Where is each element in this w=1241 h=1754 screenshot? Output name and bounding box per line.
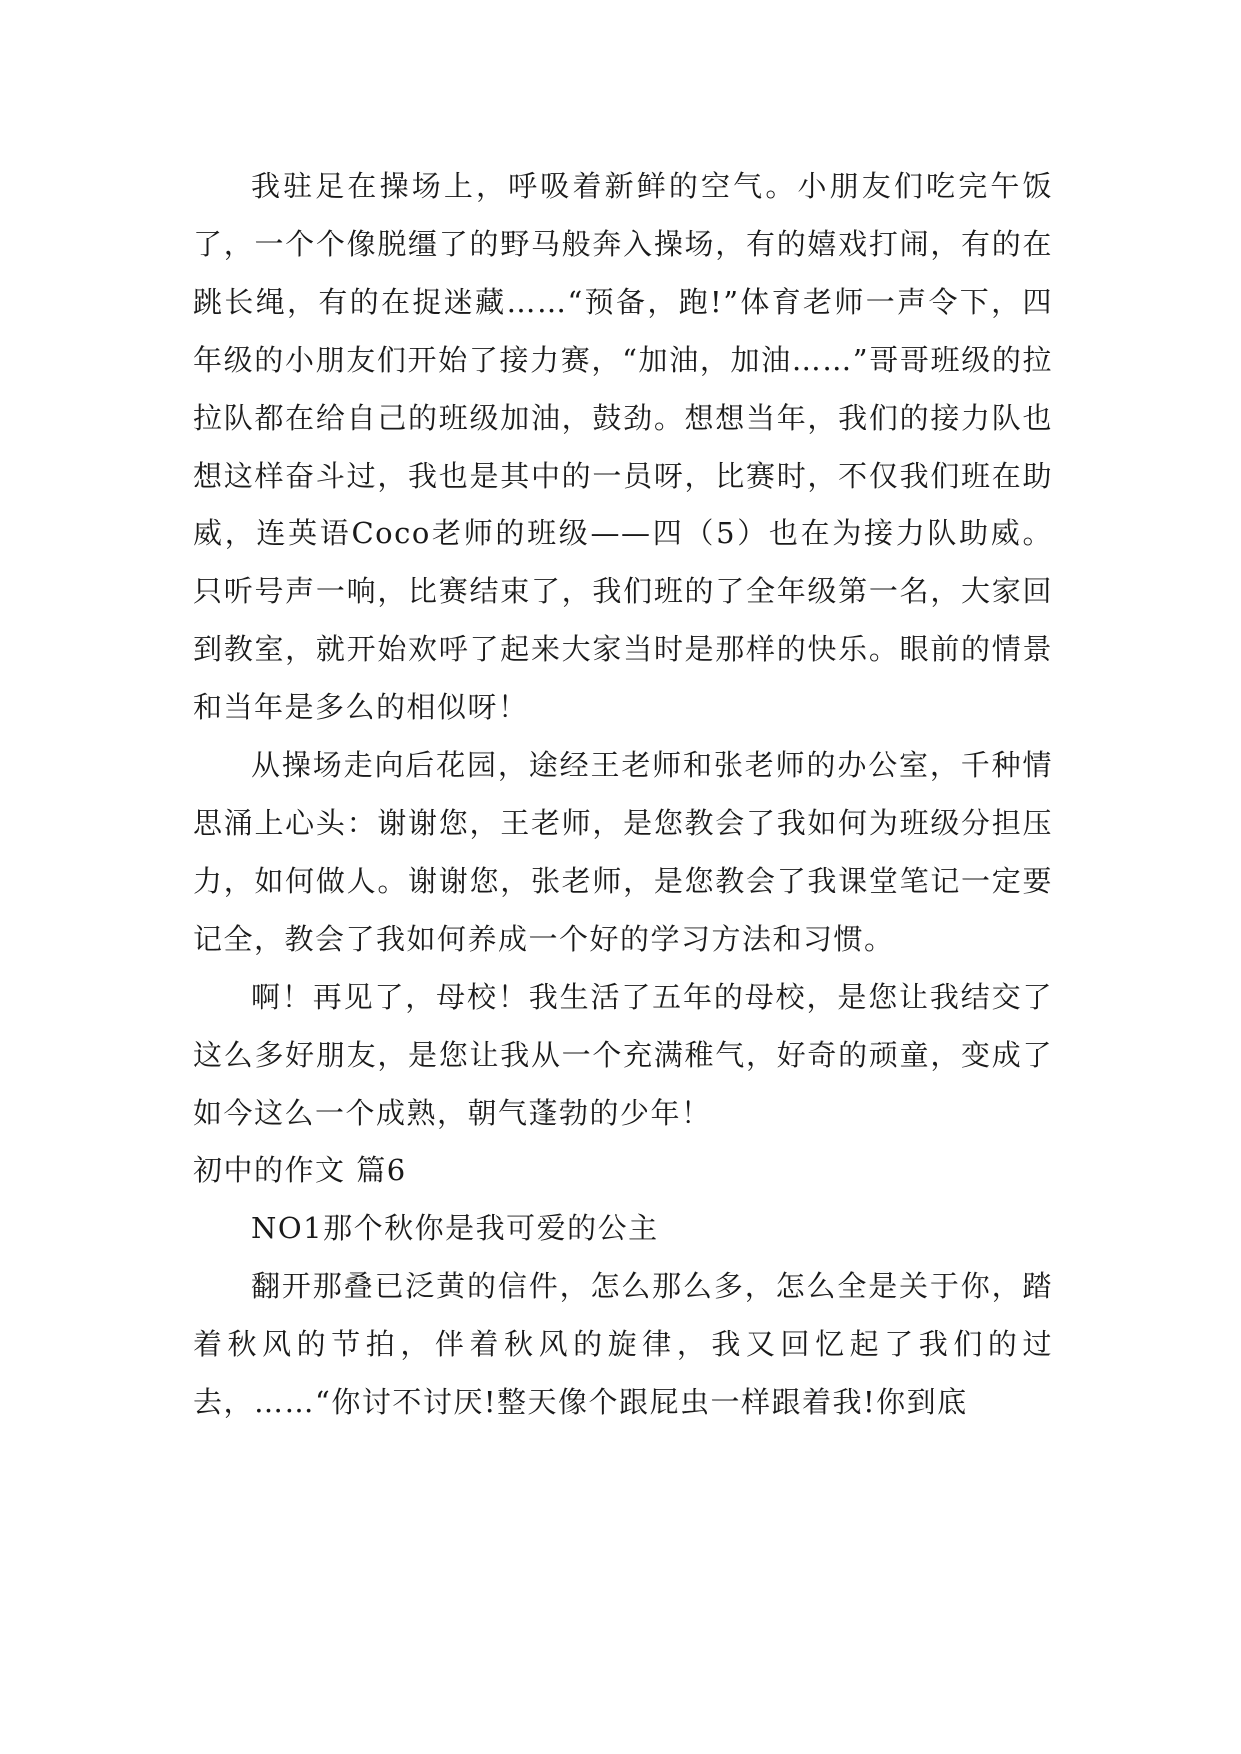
paragraph-teachers: 从操场走向后花园，途经王老师和张老师的办公室，千种情思涌上心头：谢谢您，王老师，是您教会了我如何为班级分担压力，如何做人。谢谢您，张老师，是您教会了我课堂笔记一定要记全，教会了我如何养成一个好的学习方法和习惯。 — [193, 748, 1053, 956]
paragraph-letters: 翻开那叠已泛黄的信件，怎么那么多，怎么全是关于你，踏着秋风的节拍，伴着秋风的旋律，我又回忆起了我们的过去，……“你讨不讨厌!整天像个跟屁虫一样跟着我!你到底 — [193, 1269, 1053, 1420]
paragraph-playground: 我驻足在操场上，呼吸着新鲜的空气。小朋友们吃完午饭了，一个个像脱缰了的野马般奔入操场，有的嬉戏打闹，有的在跳长绳，有的在捉迷藏……“预备，跑!”体育老师一声令下，四年级的小朋友们开始了接力赛，“加油，加油……”哥哥班级的拉拉队都在给自己的班级加油，鼓劲。想想当年，我们的接力队也想这样奋斗过，我也是其中的一员呀，比赛时，不仅我们班在助威，连英语Coco老师的班级——四（5）也在为接力队助威。只听号声一响，比赛结束了，我们班的了全年级第一名，大家回到教室，就开始欢呼了起来大家当时是那样的快乐。眼前的情景和当年是多么的相似呀！ — [193, 169, 1053, 725]
paragraph-farewell: 啊！再见了，母校！我生活了五年的母校，是您让我结交了这么多好朋友，是您让我从一个充满稚气，好奇的顽童，变成了如今这么一个成熟，朝气蓬勃的少年！ — [193, 979, 1053, 1130]
document-page — [193, 158, 1053, 1432]
section-title: 初中的作文 篇6 — [193, 1153, 407, 1188]
essay-subtitle: NO1那个秋你是我可爱的公主 — [251, 1211, 659, 1246]
